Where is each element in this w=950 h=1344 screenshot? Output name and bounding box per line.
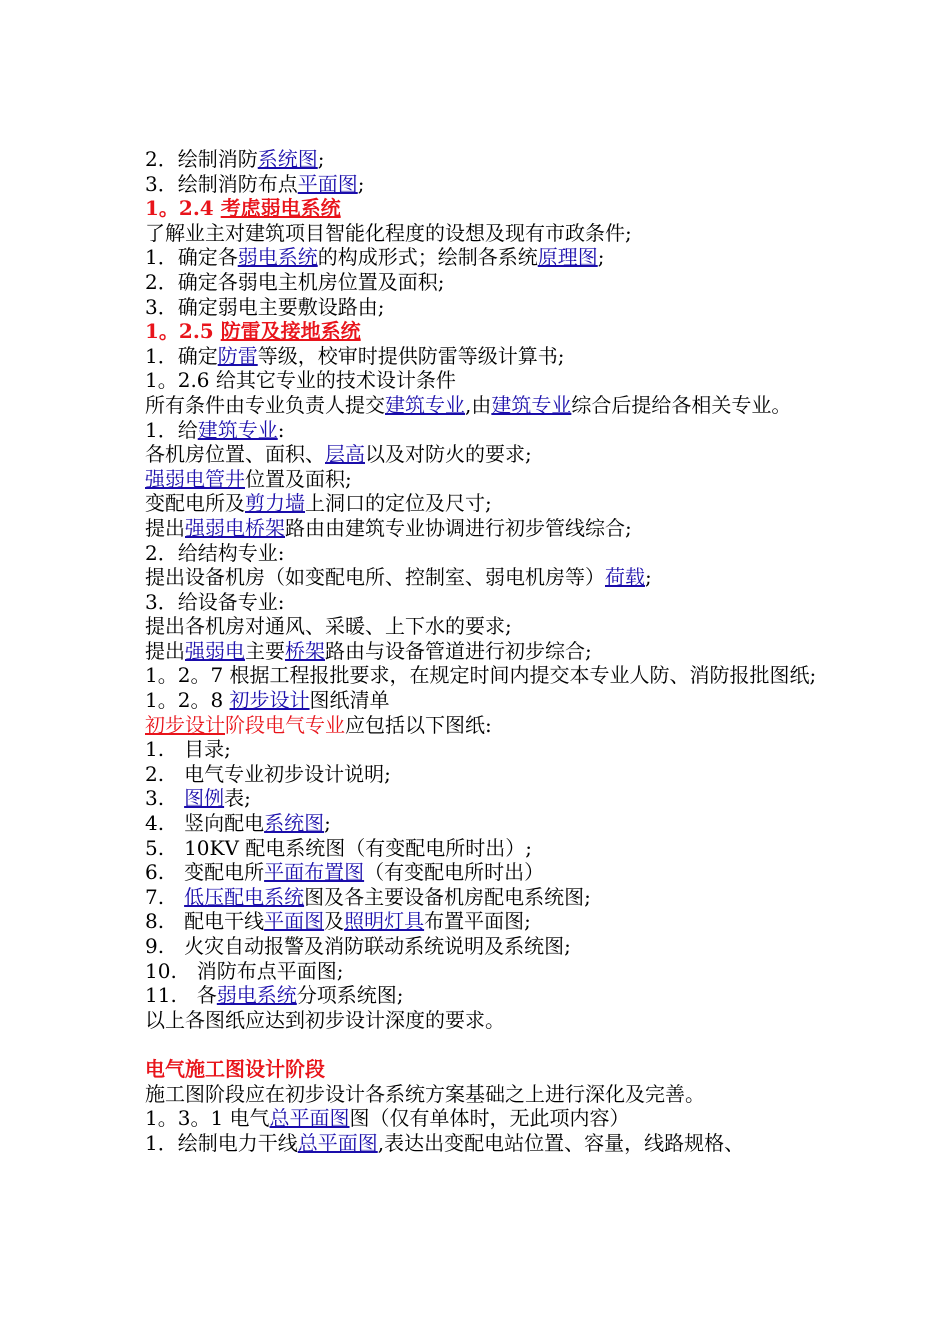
text-span: 8. 配电干线 [145,909,265,934]
hyperlink[interactable]: 平面布置图 [264,860,365,885]
text-span: 4. 竖向配电 [145,811,265,836]
text-span: 提出设备机房（如变配电所、控制室、弱电机房等） [145,565,605,590]
hyperlink[interactable]: 荷载 [605,565,645,590]
hyperlink[interactable]: 系统图 [257,147,318,171]
text-span: （有变配电所时出） [364,860,545,885]
text-line [145,295,825,320]
text-span: ; [357,171,365,196]
text-span: 1。2。7 根据工程报批要求，在规定时间内提交本专业人防、消防报批图纸; [145,663,817,688]
text-line [145,393,825,418]
hyperlink[interactable]: 层高 [325,442,365,467]
text-span: 1。2.5 [145,319,221,344]
text-line [145,909,825,934]
text-line [145,172,825,197]
hyperlink[interactable]: 防雷 [217,343,258,368]
text-line [145,836,825,861]
text-span: 布置平面图; [424,909,531,934]
text-span: 2．绘制消防 [145,147,258,171]
text-span: 1。2。8 [145,688,230,713]
hyperlink[interactable]: 弱电系统 [237,245,318,270]
text-span: 1。2.4 [145,196,221,221]
text-line [145,565,825,590]
text-span: ,由 [465,392,492,417]
text-span: 1．绘制电力干线 [145,1130,298,1155]
text-line [145,639,825,664]
text-span: 施工图阶段应在初步设计各系统方案基础之上进行深化及完善。 [145,1081,705,1106]
text-span: ; [317,147,325,171]
hyperlink[interactable]: 强弱电 [185,638,245,663]
text-span: : [277,417,285,442]
text-line [145,1008,825,1033]
text-span[interactable]: 初步设计 [145,712,225,737]
text-line [145,418,825,443]
text-span: 3．绘制消防布点 [145,171,298,196]
text-span: 图（仅有单体时，无此项内容） [349,1106,630,1131]
hyperlink[interactable]: 初步设计 [229,688,310,713]
text-line [145,959,825,984]
text-span: 1．确定各 [145,245,238,270]
text-span: 11. 各 [145,983,217,1008]
text-span: 路由与设备管道进行初步综合; [325,638,592,663]
text-line [145,491,825,516]
text-line [145,245,825,270]
text-line [145,344,825,369]
text-span: 1．确定 [145,343,218,368]
text-line [145,1131,825,1156]
hyperlink[interactable]: 平面图 [264,909,325,934]
text-span: ; [645,565,652,590]
section-heading [145,319,825,344]
hyperlink[interactable]: 建筑专业 [491,392,572,417]
text-span: 2．确定各弱电主机房位置及面积; [145,269,445,294]
text-span: 等级，校审时提供防雷等级计算书; [257,343,565,368]
text-span: 3. [145,786,185,811]
text-span: 提出 [145,638,185,663]
blank-line [145,1032,825,1057]
text-span: 2．给结构专业: [145,540,285,565]
text-span: 及 [324,909,345,934]
text-span: 各机房位置、面积、 [145,442,325,467]
text-span: 应包括以下图纸: [345,712,492,737]
text-span: 了解业主对建筑项目智能化程度的设想及现有市政条件; [145,220,632,245]
text-line [145,983,825,1008]
text-span: 上洞口的定位及尺寸; [305,491,492,516]
hyperlink[interactable]: 防雷及接地系统 [220,319,361,344]
text-span: 5. 10KV 配电系统图（有变配电所时出）; [145,835,533,860]
hyperlink[interactable]: 系统图 [264,811,325,836]
text-line [145,270,825,295]
text-span: 2. 电气专业初步设计说明; [145,761,391,786]
hyperlink[interactable]: 建筑专业 [385,392,465,417]
text-line [145,885,825,910]
text-line [145,688,825,713]
text-line [145,221,825,246]
text-line [145,467,825,492]
text-line [145,516,825,541]
text-line [145,663,825,688]
text-span: 1．给 [145,417,198,442]
hyperlink[interactable]: 建筑专业 [197,417,278,442]
text-span: 变配电所及 [145,491,245,516]
hyperlink[interactable]: 平面图 [297,171,358,196]
text-line [145,1082,825,1107]
text-span: 提出 [145,515,185,540]
text-span: 1。2.6 给其它专业的技术设计条件 [145,368,456,393]
text-span: 7. [145,884,185,909]
hyperlink[interactable]: 桥架 [285,638,325,663]
section-heading [145,196,825,221]
text-line [145,934,825,959]
text-span: 表; [224,786,251,811]
text-span: 以上各图纸应达到初步设计深度的要求。 [145,1007,505,1032]
text-line [145,368,825,393]
text-span: 综合后提给各相关专业。 [571,392,792,417]
text-line [145,147,825,172]
hyperlink[interactable]: 原理图 [537,245,598,270]
text-line [145,590,825,615]
text-span: 阶段电气专业 [225,712,345,737]
text-line [145,1106,825,1131]
text-line [145,614,825,639]
text-line [145,541,825,566]
hyperlink[interactable]: 照明灯具 [344,909,425,934]
hyperlink[interactable]: 强弱电管井 [145,466,245,491]
text-span: ,表达出变配电站位置、容量，线路规格、 [377,1130,745,1155]
text-span: 3．给设备专业: [145,589,285,614]
hyperlink[interactable]: 低压配电系统 [184,884,305,909]
text-span: 9. 火灾自动报警及消防联动系统说明及系统图; [145,934,571,958]
text-span: 提出各机房对通风、采暖、上下水的要求; [145,614,512,639]
text-span: 的构成形式；绘制各系统 [317,245,538,270]
text-line [145,762,825,787]
text-span: 图及各主要设备机房配电系统图; [304,884,591,909]
hyperlink[interactable]: 图例 [184,786,225,811]
text-span: 10. 消防布点平面图; [145,958,344,983]
text-span: 电气施工图设计阶段 [145,1056,325,1081]
text-line [145,811,825,836]
hyperlink[interactable]: 剪力墙 [245,491,305,516]
hyperlink[interactable]: 总平面图 [269,1106,350,1131]
text-span: ; [597,245,605,270]
text-span: 以及对防火的要求; [365,442,532,467]
hyperlink[interactable]: 弱电系统 [216,983,297,1008]
hyperlink[interactable]: 考虑弱电系统 [220,196,341,221]
text-span: 3．确定弱电主要敷设路由; [145,294,385,319]
document-body [145,147,825,1155]
text-line [145,786,825,811]
text-line [145,860,825,885]
hyperlink[interactable]: 强弱电桥架 [185,515,285,540]
text-line [145,713,825,738]
hyperlink[interactable]: 总平面图 [297,1130,378,1155]
text-span: 6. 变配电所 [145,860,265,885]
text-span: 分项系统图; [296,983,404,1008]
text-span: 位置及面积; [245,466,352,491]
text-span: 所有条件由专业负责人提交 [145,392,385,417]
text-line [145,737,825,762]
text-span: 图纸清单 [309,688,390,713]
text-span: 1. 目录; [145,737,231,762]
text-span: 主要 [245,638,285,663]
text-span: 路由由建筑专业协调进行初步管线综合; [285,515,632,540]
text-span: 1。3。1 电气 [145,1106,270,1131]
text-span: ; [324,811,331,836]
section-heading [145,1057,825,1082]
text-line [145,442,825,467]
